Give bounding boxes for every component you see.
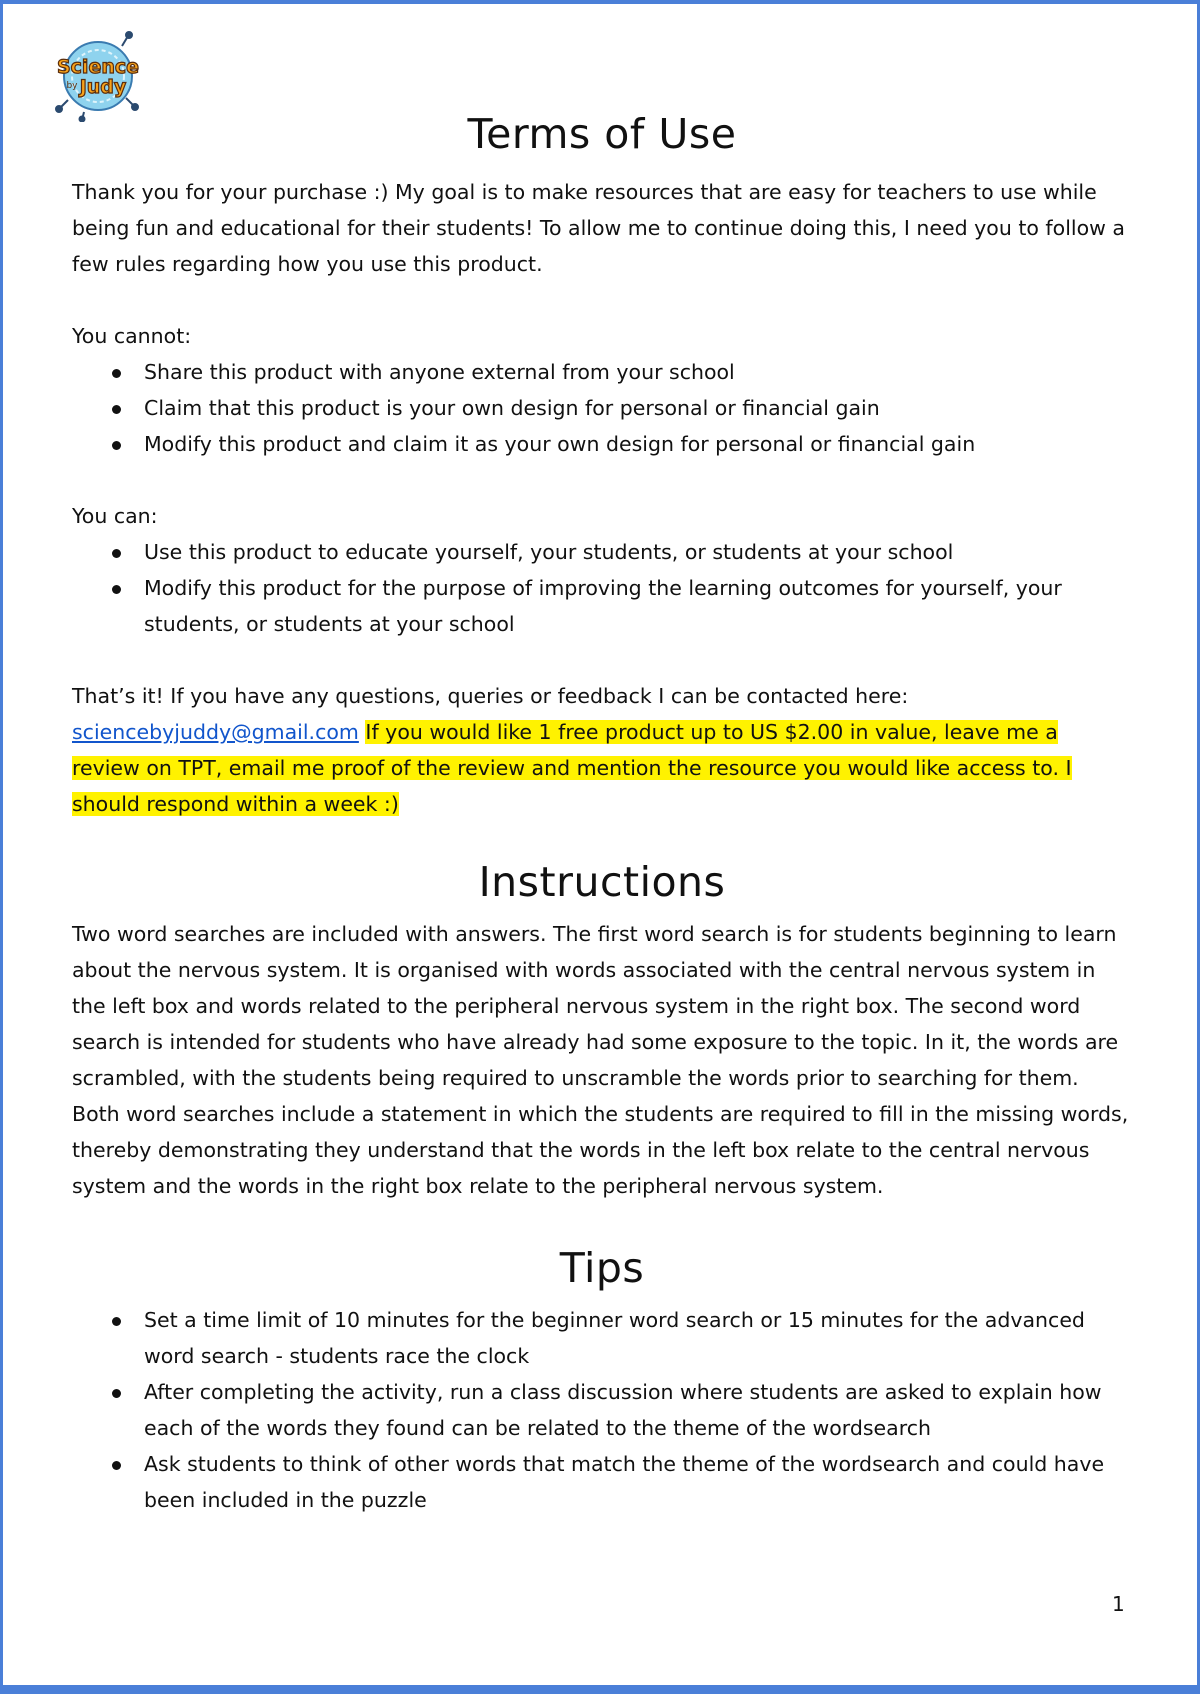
can-heading: You can: [72, 504, 158, 528]
list-item: Set a time limit of 10 minutes for the beginner word search or 15 minutes for the advanced word search - students race the clock [72, 1302, 1132, 1374]
terms-intro: Thank you for your purchase :) My goal is to make resources that are easy for teachers to use while being fun and educational for their students! To allow me to continue doing this, I need you to follow a few rules regarding how you use this product. [72, 180, 1125, 276]
list-item: Modify this product and claim it as your own design for personal or financial gain [72, 426, 1132, 462]
free-product-offer: If you would like 1 free product up to US $2.00 in value, leave me a review on TPT, email me proof of the review and mention the resource you would like access to. I should respond within a week :) [72, 720, 1072, 816]
can-list [72, 534, 1132, 642]
svg-text:Judy: Judy [79, 76, 127, 98]
instructions-title: Instructions [478, 858, 726, 906]
contact-paragraph [72, 678, 1132, 822]
svg-text:by: by [66, 81, 78, 91]
page-number: 1 [1112, 1592, 1125, 1616]
instructions-body: Two word searches are included with answers. The first word search is for students beginning to learn about the nervous system. It is organised with words associated with the central nervous system in the left box and words related to the peripheral nervous system in the right box. The second word search is intended for students who have already had some exposure to the topic. In it, the words are scrambled, with the students being required to unscramble the words prior to searching for them. Both word searches include a statement in which the students are required to fill in the missing words, thereby demonstrating they understand that the words in the left box relate to the central nervous system and the words in the right box relate to the peripheral nervous system. [72, 922, 1129, 1198]
list-item: Share this product with anyone external from your school [72, 354, 1132, 390]
list-item: Modify this product for the purpose of improving the learning outcomes for yourself, your students, or students at your school [72, 570, 1132, 642]
document-content [72, 106, 1132, 1518]
tips-list [72, 1302, 1132, 1518]
svg-text:Science: Science [56, 56, 140, 78]
terms-title: Terms of Use [467, 110, 737, 158]
list-item: Use this product to educate yourself, your students, or students at your school [72, 534, 1132, 570]
cannot-heading: You cannot: [72, 324, 192, 348]
email-link[interactable]: sciencebyjuddy@gmail.com [72, 720, 359, 744]
list-item: After completing the activity, run a class discussion where students are asked to explain how each of the words they found can be related to the theme of the wordsearch [72, 1374, 1132, 1446]
contact-text: That’s it! If you have any questions, queries or feedback I can be contacted here: [72, 684, 909, 708]
tips-title: Tips [559, 1244, 645, 1292]
cannot-list [72, 354, 1132, 462]
list-item: Claim that this product is your own design for personal or financial gain [72, 390, 1132, 426]
list-item: Ask students to think of other words that match the theme of the wordsearch and could have been included in the puzzle [72, 1446, 1132, 1518]
